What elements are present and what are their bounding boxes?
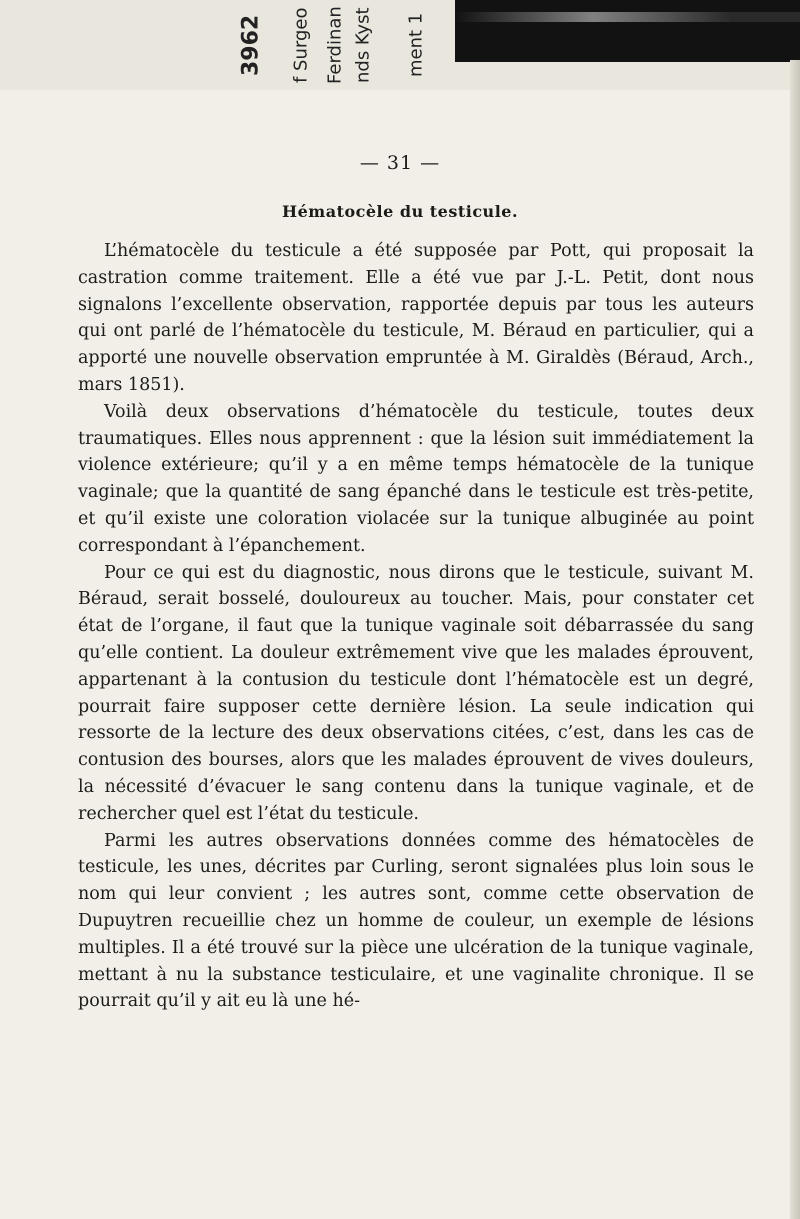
spine-label: f Surgeo — [290, 7, 312, 83]
section-title: Hématocèle du testicule. — [281, 202, 519, 221]
page-edge — [790, 60, 800, 1219]
page-number: — 31 — — [359, 152, 441, 174]
paragraph: Voilà deux observations d’hématocèle du testicule, toutes deux traumatiques. Elles nous apprennent : que la lésion suit immédiatement la violence extérieure; qu’il y a en même temps hématocèle de la tunique vaginale; que la quantité de sang épanché dans le testicule est très-petite, et qu’il existe une coloration violacée sur la tunique albuginée au point correspondant à l’épanchement. — [78, 401, 754, 556]
spine-label: ment 1 — [405, 12, 427, 78]
paragraph: Parmi les autres observations données comme des hématocèles de testicule, les unes, décrites par Curling, seront signalées plus loin sous le nom qui leur convient ; les autres sont, comme cette observation de Dupuytren recueillie chez un homme de couleur, un exemple de lésions multiples. Il a été trouvé sur la pièce une ulcération de la tunique vaginale, mettant à nu la substance testiculaire, et une vaginalite chronique. Il se pourrait qu’il y ait eu là une hé- — [78, 830, 754, 1012]
paragraph: L’hématocèle du testicule a été supposée par Pott, qui proposait la castration comme traitement. Elle a été vue par J.-L. Petit, dont nous signalons l’excellente observation, rapportée depuis par tous les auteurs qui ont parlé de l’hématocèle du testicule, M. Béraud en particulier, qui a apporté une nouvelle observation empruntée à M. Giraldès (Béraud, Arch., mars 1851). — [78, 241, 754, 395]
body-text — [78, 238, 754, 1015]
dark-band — [455, 0, 800, 62]
spine-label: Ferdinan — [324, 6, 346, 84]
spine-label: 3962 — [238, 14, 264, 76]
spine-label: nds Kyst — [352, 7, 374, 83]
paragraph: Pour ce qui est du diagnostic, nous dirons que le testicule, suivant M. Béraud, serait bosselé, douloureux au toucher. Mais, pour constater cet état de l’organe, il faut que la tunique vaginale soit débarrassée du sang qu’elle contient. La douleur extrêmement vive que les malades éprouvent, appartenant à la contusion du testicule dont l’hématocèle est un degré, pourrait faire supposer cette dernière lésion. La seule indication qui ressorte de la lecture des deux observations citées, c’est, dans les cas de contusion des bourses, alors que les malades éprouvent de vives douleurs, la nécessité d’évacuer le sang contenu dans la tunique vaginale, et de rechercher quel est l’état du testicule. — [78, 562, 754, 824]
